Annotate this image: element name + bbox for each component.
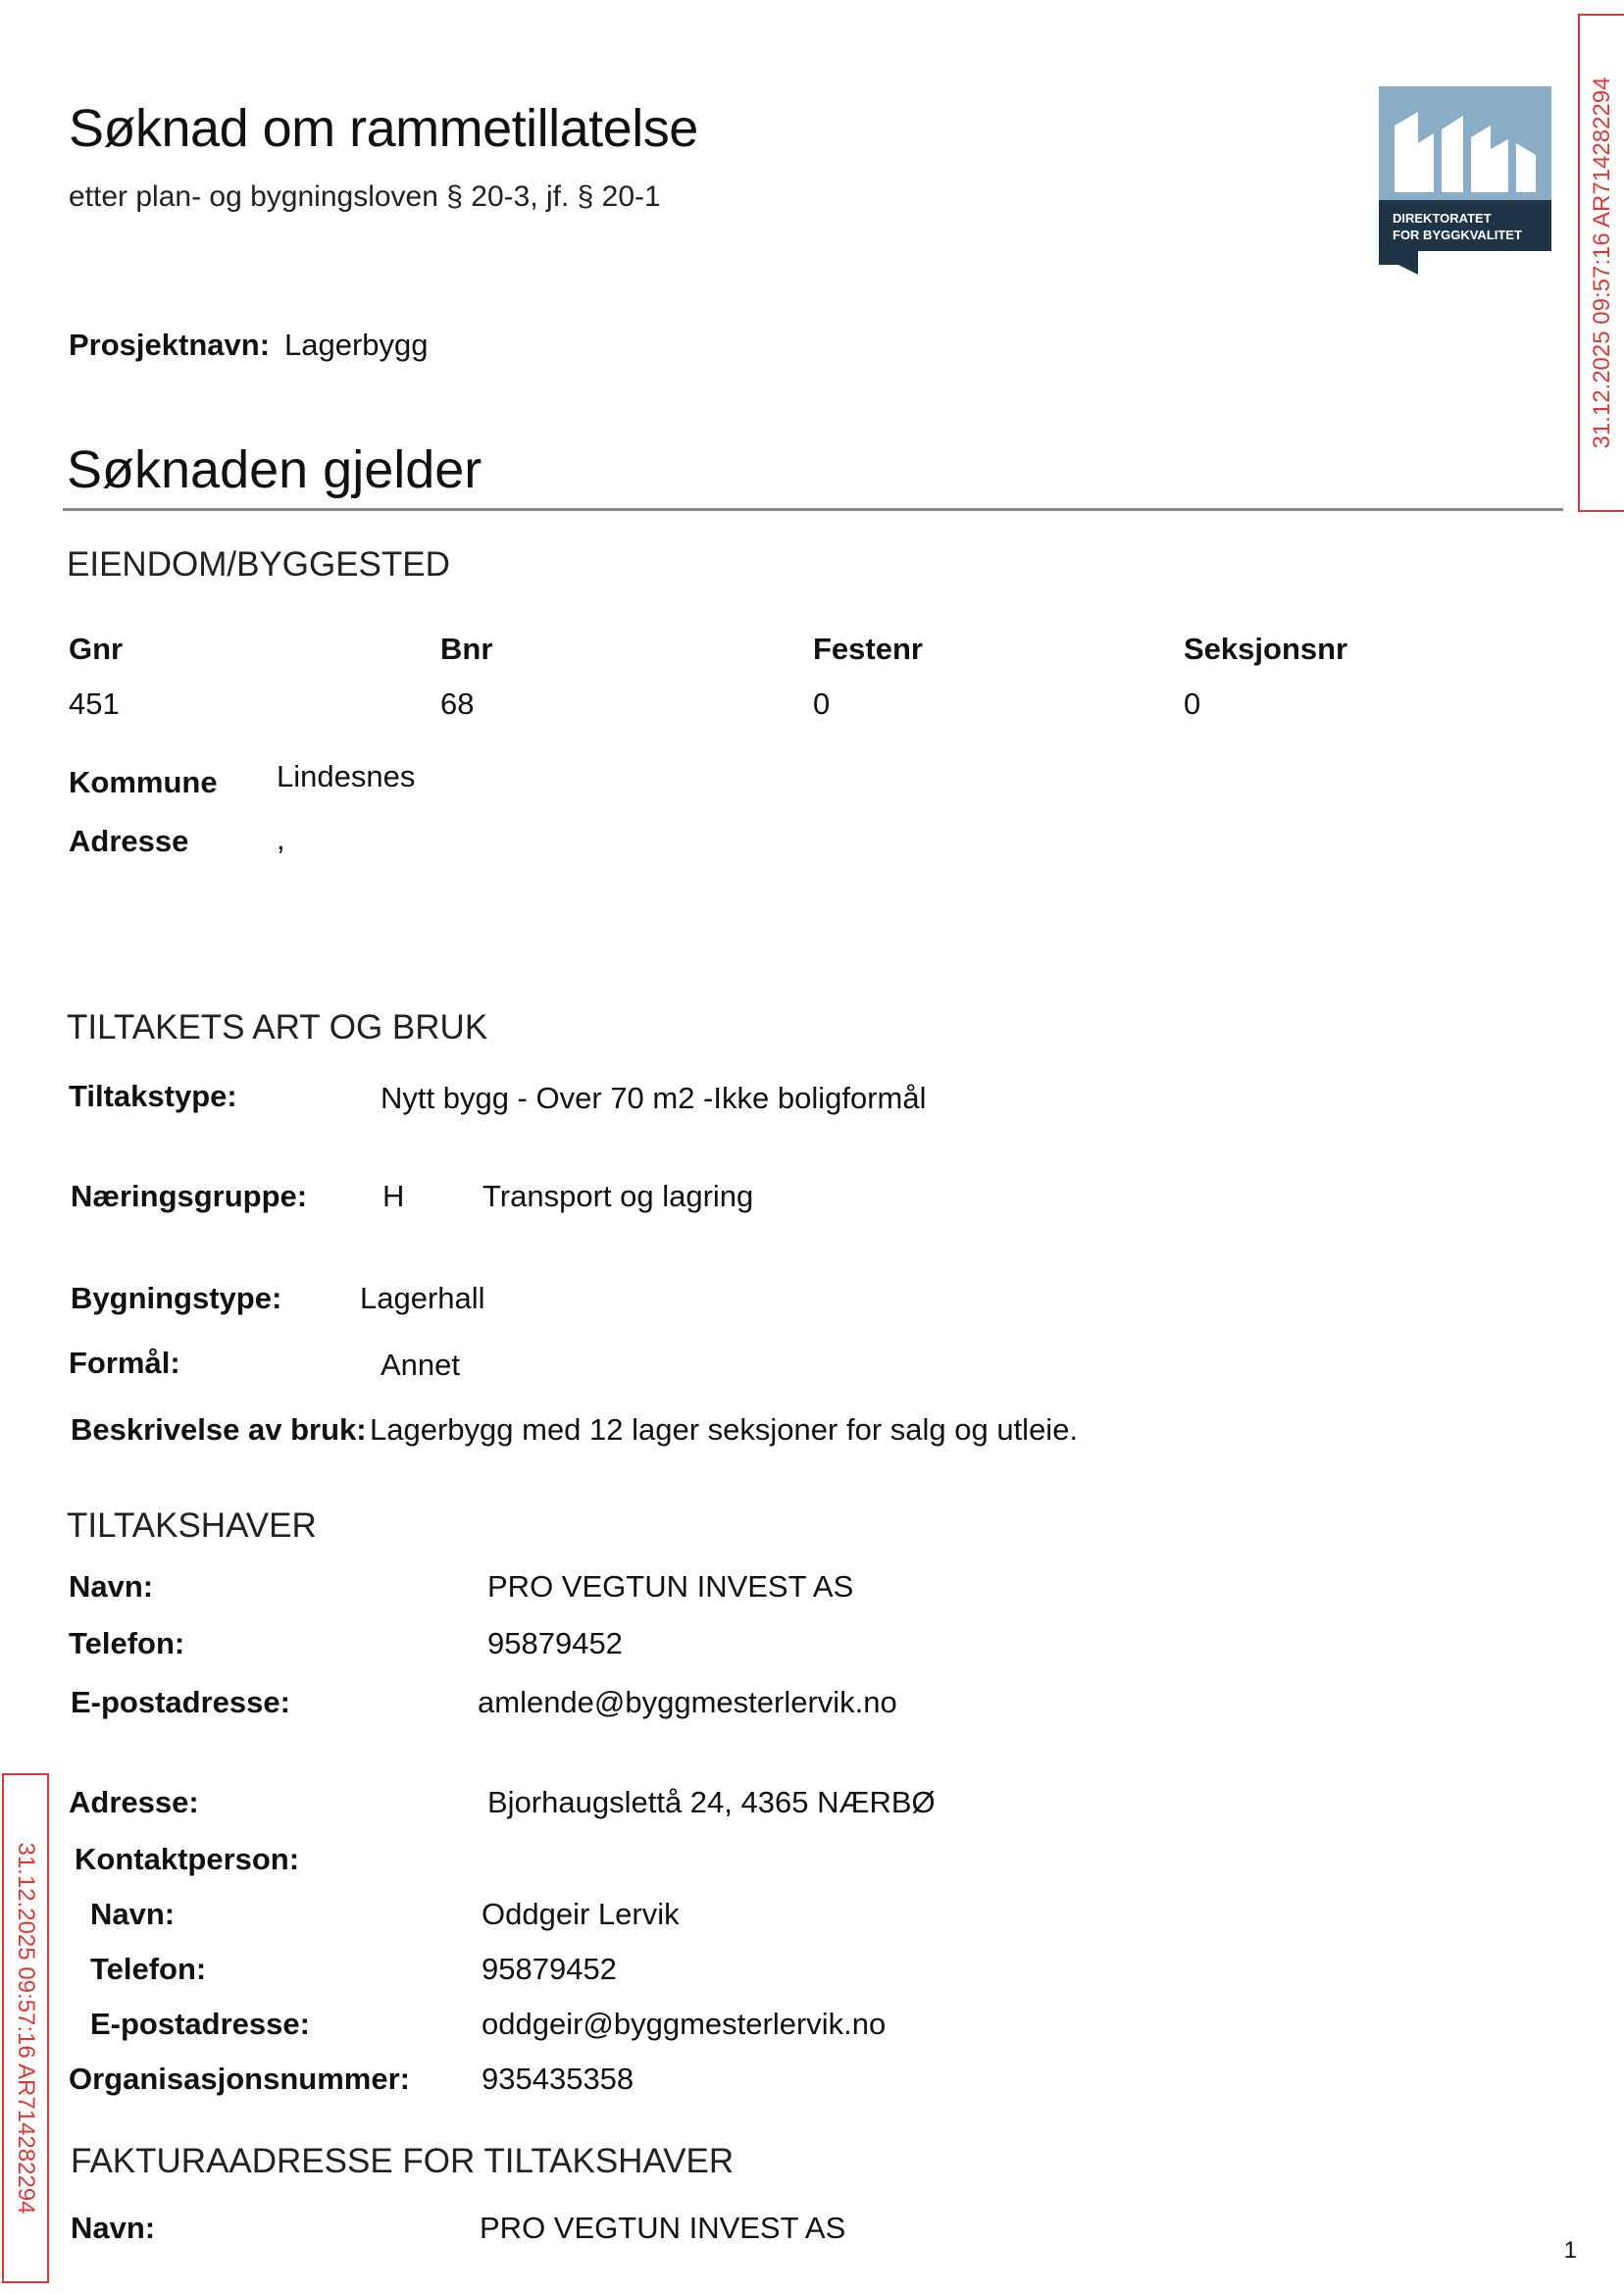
document-subtitle: etter plan- og bygningsloven § 20-3, jf. § 20-1 <box>69 180 661 213</box>
tiltakshaver-heading: TILTAKSHAVER <box>67 1506 317 1545</box>
dibk-logo-icon <box>1379 86 1551 275</box>
beskrivelse-label: Beskrivelse av bruk: <box>71 1412 367 1447</box>
tiltak-heading: TILTAKETS ART OG BRUK <box>67 1008 488 1046</box>
tiltakshaver-adresse-value: Bjorhaugslettå 24, 4365 NÆRBØ <box>487 1785 936 1819</box>
archive-stamp-top <box>1578 14 1624 512</box>
gnr-value: 451 <box>69 687 120 721</box>
logo-text-line1: DIREKTORATET <box>1393 211 1492 226</box>
section-divider <box>63 508 1563 511</box>
page-number: 1 <box>1563 2237 1577 2264</box>
festenr-label: Festenr <box>813 632 923 666</box>
tiltakshaver-navn-label: Navn: <box>69 1569 154 1604</box>
kontaktperson-label: Kontaktperson: <box>75 1842 300 1876</box>
faktura-heading: FAKTURAADRESSE FOR TILTAKSHAVER <box>71 2142 735 2180</box>
orgnr-label: Organisasjonsnummer: <box>69 2062 410 2096</box>
tiltakstype-label: Tiltakstype: <box>69 1079 237 1113</box>
formal-label: Formål: <box>69 1346 180 1380</box>
logo-text-line2: FOR BYGGKVALITET <box>1393 228 1522 242</box>
project-name-value: Lagerbygg <box>284 328 429 362</box>
adresse-value: , <box>277 822 285 856</box>
tiltakshaver-telefon-label: Telefon: <box>69 1626 185 1660</box>
bygningstype-value: Lagerhall <box>360 1281 485 1315</box>
section-heading-application: Søknaden gjelder <box>67 440 482 499</box>
naeringsgruppe-value: Transport og lagring <box>482 1179 754 1213</box>
formal-value: Annet <box>381 1348 461 1382</box>
adresse-label: Adresse <box>69 824 189 858</box>
kontakt-epost-label: E-postadresse: <box>90 2007 310 2041</box>
naeringsgruppe-code: H <box>382 1179 405 1213</box>
kontakt-telefon-label: Telefon: <box>90 1952 207 1986</box>
beskrivelse-value: Lagerbygg med 12 lager seksjoner for salg og utleie. <box>370 1412 1079 1447</box>
tiltakshaver-navn-value: PRO VEGTUN INVEST AS <box>487 1569 854 1604</box>
naeringsgruppe-label: Næringsgruppe: <box>71 1179 308 1213</box>
tiltakstype-value: Nytt bygg - Over 70 m2 -Ikke boligformål <box>381 1081 927 1115</box>
festenr-value: 0 <box>813 687 831 721</box>
project-name-label: Prosjektnavn: <box>69 328 271 362</box>
faktura-navn-value: PRO VEGTUN INVEST AS <box>480 2211 846 2245</box>
tiltakshaver-adresse-label: Adresse: <box>69 1785 199 1819</box>
faktura-navn-label: Navn: <box>71 2211 156 2245</box>
archive-stamp-bottom-text: 31.12.2025 09:57:16 AR714282294 <box>13 1842 39 2215</box>
archive-stamp-bottom <box>2 1773 49 2283</box>
archive-stamp-top-text: 31.12.2025 09:57:16 AR714282294 <box>1589 76 1615 449</box>
kontakt-telefon-value: 95879452 <box>482 1952 617 1986</box>
tiltakshaver-epost-label: E-postadresse: <box>71 1685 290 1719</box>
bnr-label: Bnr <box>440 632 493 666</box>
orgnr-value: 935435358 <box>482 2062 634 2096</box>
kommune-value: Lindesnes <box>277 759 416 793</box>
kontakt-navn-value: Oddgeir Lervik <box>482 1897 680 1931</box>
document-title: Søknad om rammetillatelse <box>69 99 698 158</box>
seksjonsnr-value: 0 <box>1184 687 1201 721</box>
eiendom-heading: EIENDOM/BYGGESTED <box>67 545 450 584</box>
kontakt-navn-label: Navn: <box>90 1897 176 1931</box>
tiltakshaver-telefon-value: 95879452 <box>487 1626 623 1660</box>
bnr-value: 68 <box>440 687 475 721</box>
seksjonsnr-label: Seksjonsnr <box>1184 632 1348 666</box>
bygningstype-label: Bygningstype: <box>71 1281 282 1315</box>
gnr-label: Gnr <box>69 632 124 666</box>
kommune-label: Kommune <box>69 765 218 799</box>
tiltakshaver-epost-value: amlende@byggmesterlervik.no <box>478 1685 897 1719</box>
kontakt-epost-value: oddgeir@byggmesterlervik.no <box>482 2007 887 2041</box>
dibk-logo <box>1379 86 1551 275</box>
